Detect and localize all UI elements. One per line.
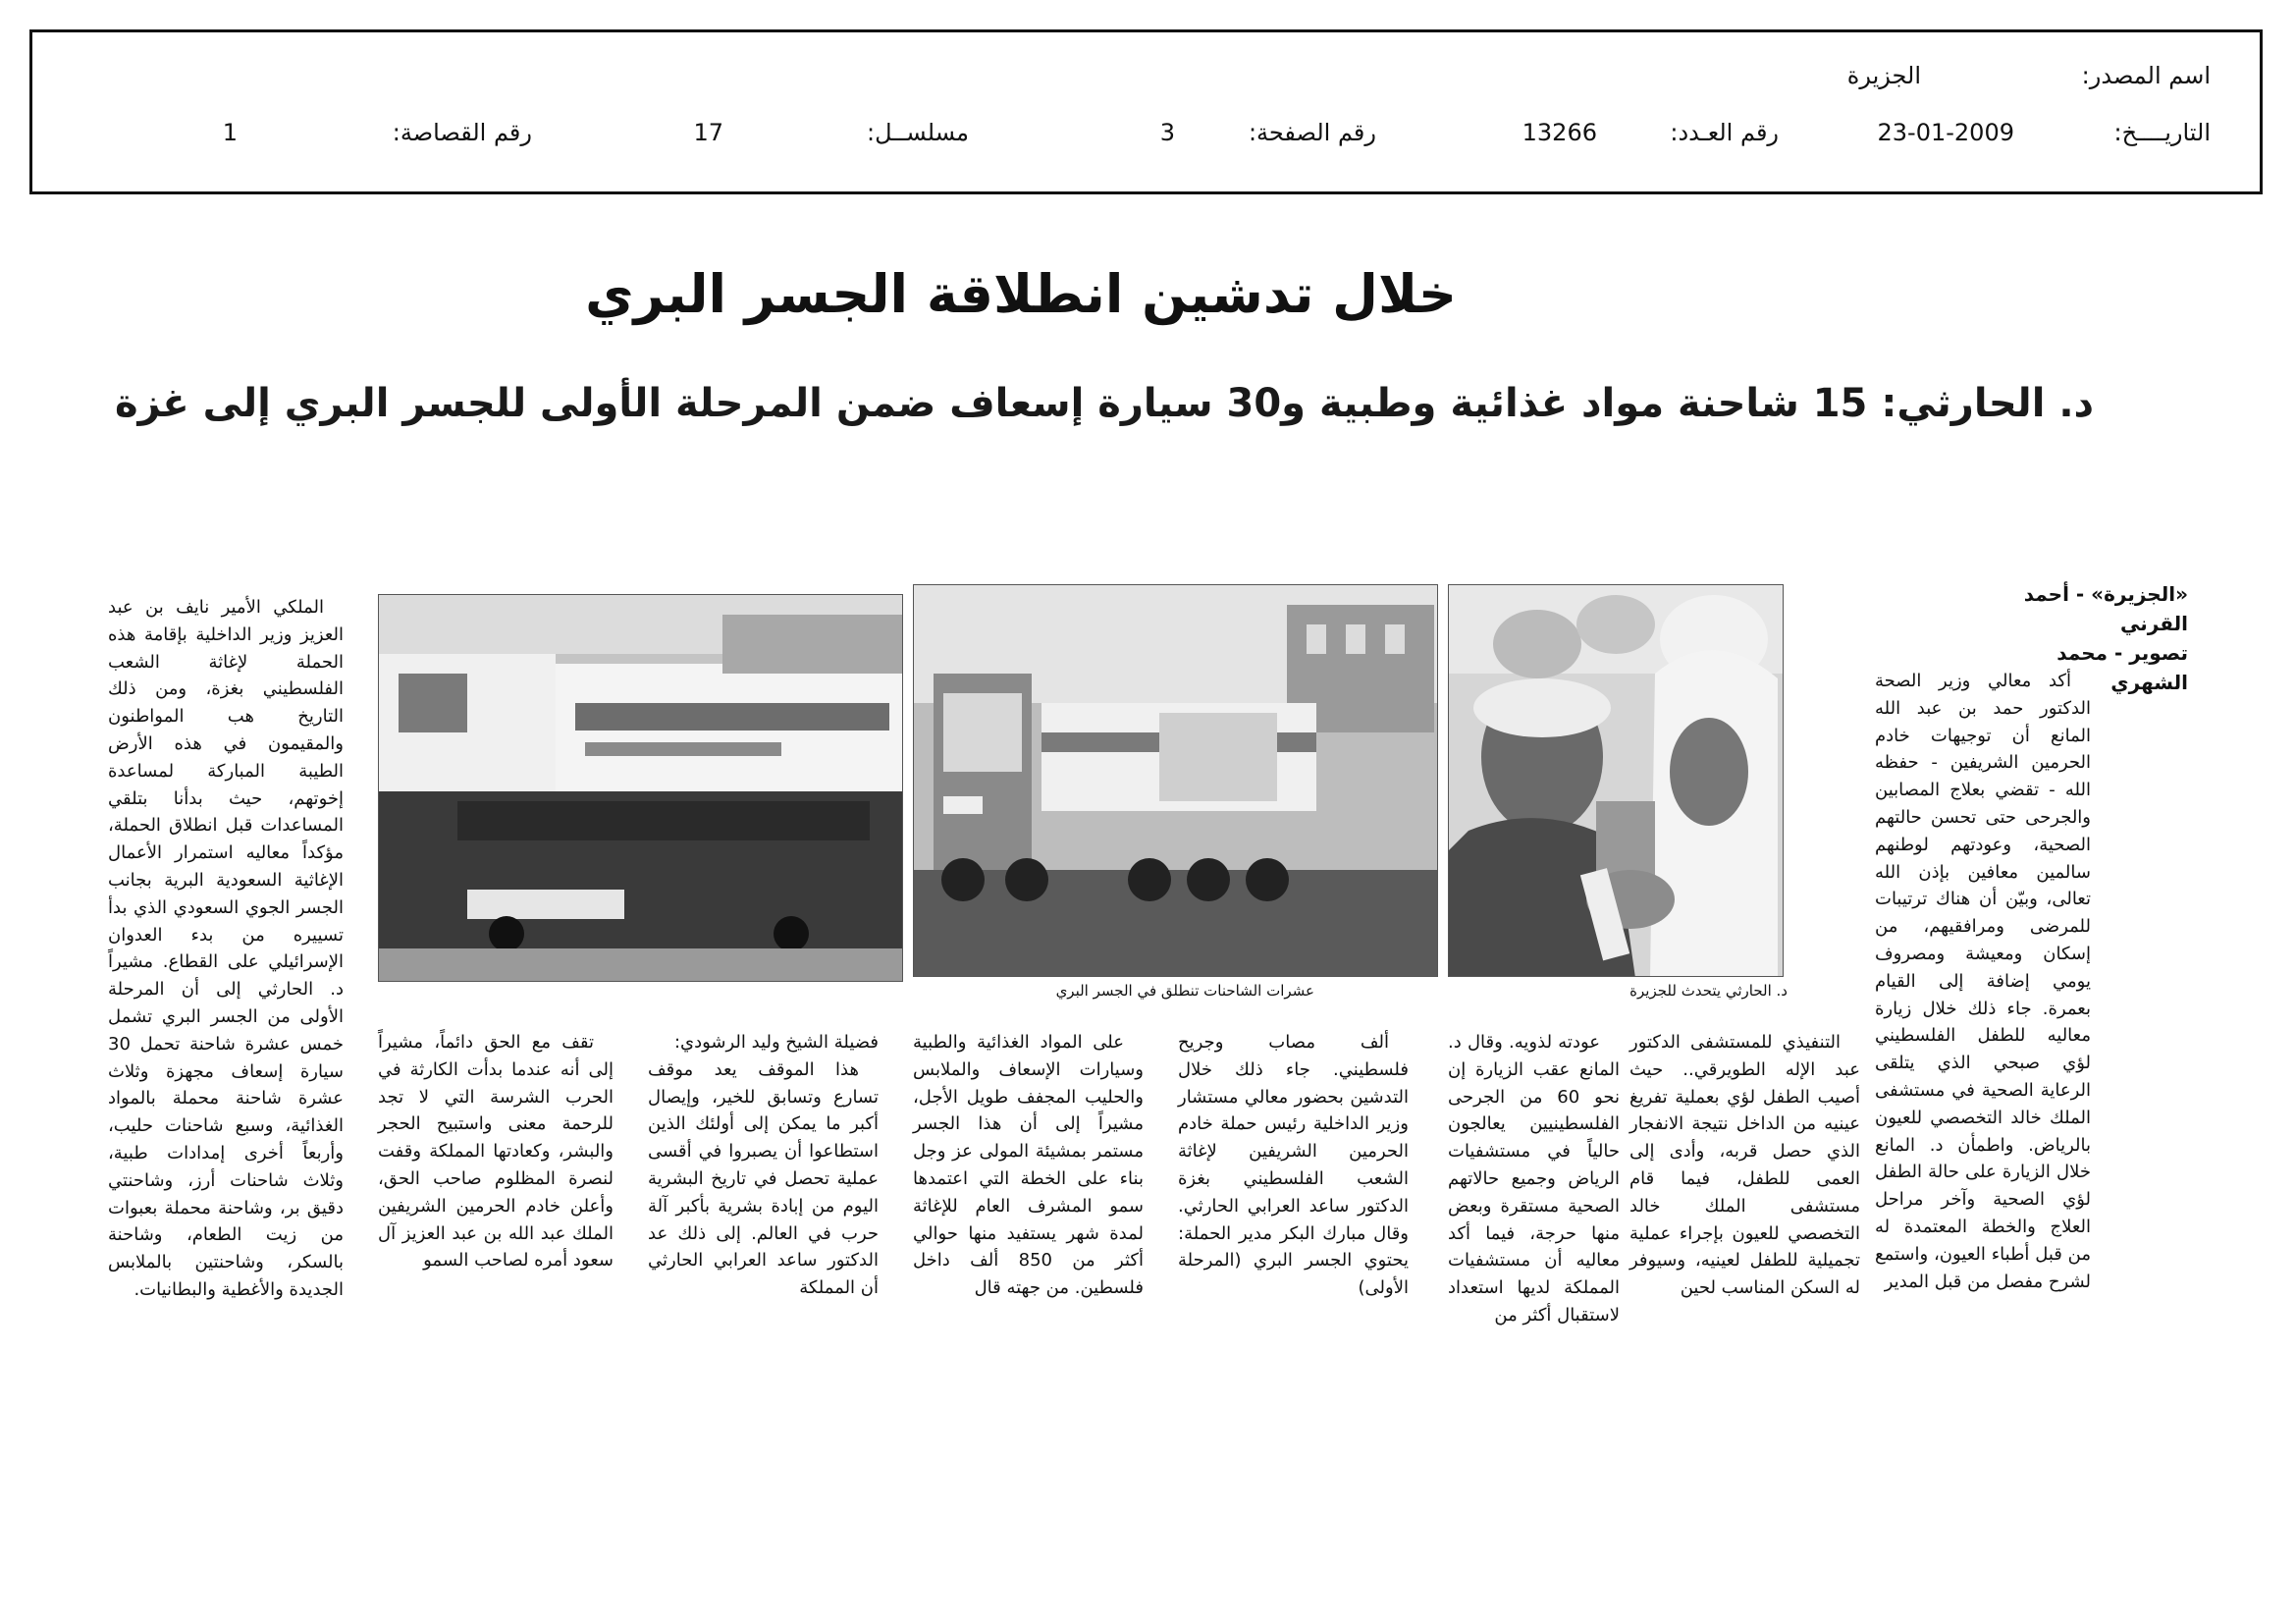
article-column-7	[378, 1029, 614, 1274]
serial-value: 17	[693, 119, 723, 146]
byline-photographer: تصوير - محمد الشهري	[2056, 641, 2188, 694]
metadata-box	[29, 29, 2263, 194]
column-5-text: على المواد الغذائية والطبية وسيارات الإسعاف والملابس والحليب المجفف طويل الأجل، مشيراً إلى أن هذا الجسر مستمر بمشيئة المولى عز وجل بناء على الخطة التي اعتمدها سمو المشرف العام للإغاثة لمدة شهر يستفيد منها حوالي أكثر من 850 ألف داخل فلسطين. من جهته قال	[913, 1032, 1144, 1299]
photo-trucks-convoy-image	[914, 585, 1438, 977]
photo-speaker	[1448, 584, 1784, 977]
issue-label: رقم العـدد:	[1670, 119, 1779, 146]
date-value: 23-01-2009	[1877, 119, 2014, 146]
source-value: الجزيرة	[1846, 62, 1921, 89]
column-4-text: ألف مصاب وجريح فلسطيني. جاء ذلك خلال التدشين بحضور معالي مستشار وزير الداخلية رئيس حملة خادم الحرمين الشريفين لإغاثة الشعب الفلسطيني بغزة الدكتور ساعد العرابي الحارثي. وقال مبارك البكر مدير الحملة: يحتوي الجسر البري (المرحلة الأولى)	[1178, 1032, 1409, 1299]
article-column-4	[1178, 1029, 1409, 1302]
photo-speaker-image	[1449, 585, 1784, 977]
clip-label: رقم القصاصة:	[392, 119, 532, 146]
article-column-1	[1875, 668, 2091, 1295]
byline-reporter: «الجزيرة» - أحمد القرني	[2023, 582, 2188, 635]
photo-trucks-convoy	[913, 584, 1438, 977]
clip-value: 1	[222, 119, 238, 146]
article-column-6	[648, 1029, 879, 1302]
issue-value: 13266	[1522, 119, 1597, 146]
column-3-text: عودته لذويه. وقال د. المانع عقب الزيارة إن نحو 60 من الجرحى الفلسطينيين يعالجون حالياً في مستشفيات الرياض وجميع حالاتهم الصحية مستقرة وبعض منها حرجة، فيما أكد معاليه أن مستشفيات المملكة لديها استعداد لاستقبال أكثر من	[1448, 1032, 1620, 1326]
caption-photo-speaker: د. الحارثي يتحدث للجزيرة	[1629, 982, 1788, 1000]
column-1-text: أكد معالي وزير الصحة الدكتور حمد بن عبد الله المانع أن توجيهات خادم الحرمين الشريفين - حفظه الله - تقضي بعلاج المصابين والجرحى حتى تحسن حالتهم الصحية، وعودتهم لوطنهم سالمين معافين بإذن الله تعالى، وبيّن أن هناك ترتيبات للمرضى ومرافقيهم، من إسكان ومعيشة ومصروف يومي إضافة إلى القيام بعمرة. جاء ذلك خلال زيارة معاليه للطفل الفلسطيني لؤي صبحي الذي يتلقى الرعاية الصحية في مستشفى الملك خالد التخصصي للعيون بالرياض. واطمأن د. المانع خلال الزيارة على حالة الطفل لؤي الصحية وآخر مراحل العلاج والخطة المعتمدة له من قبل أطباء العيون، واستمع لشرح مفصل من قبل المدير	[1875, 671, 2091, 1292]
article-column-2	[1629, 1029, 1860, 1302]
serial-label: مسلســل:	[867, 119, 969, 146]
column-2-text: التنفيذي للمستشفى الدكتور عبد الإله الطويرقي.. حيث أصيب الطفل لؤي بعملية تفريغ عينيه من الداخل نتيجة الانفجار الذي حصل قربه، وأدى إلى العمى للطفل، فيما قام مستشفى الملك خالد التخصصي للعيون بإجراء عملية تجميلية للطفل لعينيه، وسيوفر له السكن المناسب لحين	[1629, 1032, 1860, 1299]
caption-photo-trucks: عشرات الشاحنات تنطلق في الجسر البري	[1055, 982, 1314, 1000]
page-label: رقم الصفحة:	[1248, 119, 1376, 146]
article-column-3	[1448, 1029, 1620, 1329]
column-6-text: هذا الموقف يعد موقف تسارع وتسابق للخير، وإيصال أكبر ما يمكن إلى أولئك الذين استطاعوا أن يصبروا في أقسى عملية تحصل في تاريخ البشرية اليوم من إبادة بشرية بأكبر آلة حرب في العالم. إلى ذلك عد الدكتور ساعد العرابي الحارثي أن المملكة	[648, 1058, 879, 1299]
column-6-lead: فضيلة الشيخ وليد الرشودي:	[673, 1032, 879, 1053]
date-label: التاريــــخ:	[2113, 119, 2211, 146]
column-8-text: الملكي الأمير نايف بن عبد العزيز وزير الداخلية بإقامة هذه الحملة لإغاثة الشعب الفلسطيني بغزة، ومن ذلك التاريخ هب المواطنون والمقيمون في هذه الأرض الطيبة المباركة لمساعدة إخوتهم، حيث بدأنا بتلقي المساعدات قبل انطلاق الحملة، مؤكداً معاليه استمرار الأعمال الإغاثية السعودية البرية بجانب الجسر الجوي السعودي الذي بدأ تسييره من بدء العدوان الإسرائيلي على القطاع. مشيراً د. الحارثي إلى أن المرحلة الأولى من الجسر البري تشمل خمس عشرة شاحنة تحمل 30 سيارة إسعاف مجهزة وثلاث عشرة شاحنة محملة بالمواد الغذائية، وسبع شاحنات حليب، وأربعاً أخرى إمدادات طبية، وثلاث شاحنات أرز، وشاحنتي دقيق بر، وشاحنة محملة بعبوات من زيت الطعام، وشاحنة بالسكر، وشاحنتين بالملابس الجديدة والأغطية والبطانيات.	[108, 597, 344, 1300]
article-headline: د. الحارثي: 15 شاحنة مواد غذائية وطبية و30 سيارة إسعاف ضمن المرحلة الأولى للجسر البري إلى غزة	[114, 381, 2095, 426]
column-7-text: تقف مع الحق دائماً، مشيراً إلى أنه عندما بدأت الكارثة في الحرب الشرسة التي لا تجد للرحمة معنى واستبيح الحجر والبشر، وكعادتها المملكة وقفت لنصرة المظلوم صاحب الحق، وأعلن خادم الحرمين الشريفين الملك عبد الله بن عبد العزيز آل سعود أمره لصاحب السمو	[378, 1032, 614, 1272]
source-label: اسم المصدر:	[2081, 62, 2211, 89]
article-supertitle: خلال تدشين انطلاقة الجسر البري	[585, 263, 1457, 325]
article-column-8	[108, 594, 344, 1304]
page-value: 3	[1159, 119, 1175, 146]
photo-truck-banner	[378, 594, 903, 982]
photo-truck-banner-image	[379, 595, 903, 982]
article-column-5	[913, 1029, 1144, 1302]
